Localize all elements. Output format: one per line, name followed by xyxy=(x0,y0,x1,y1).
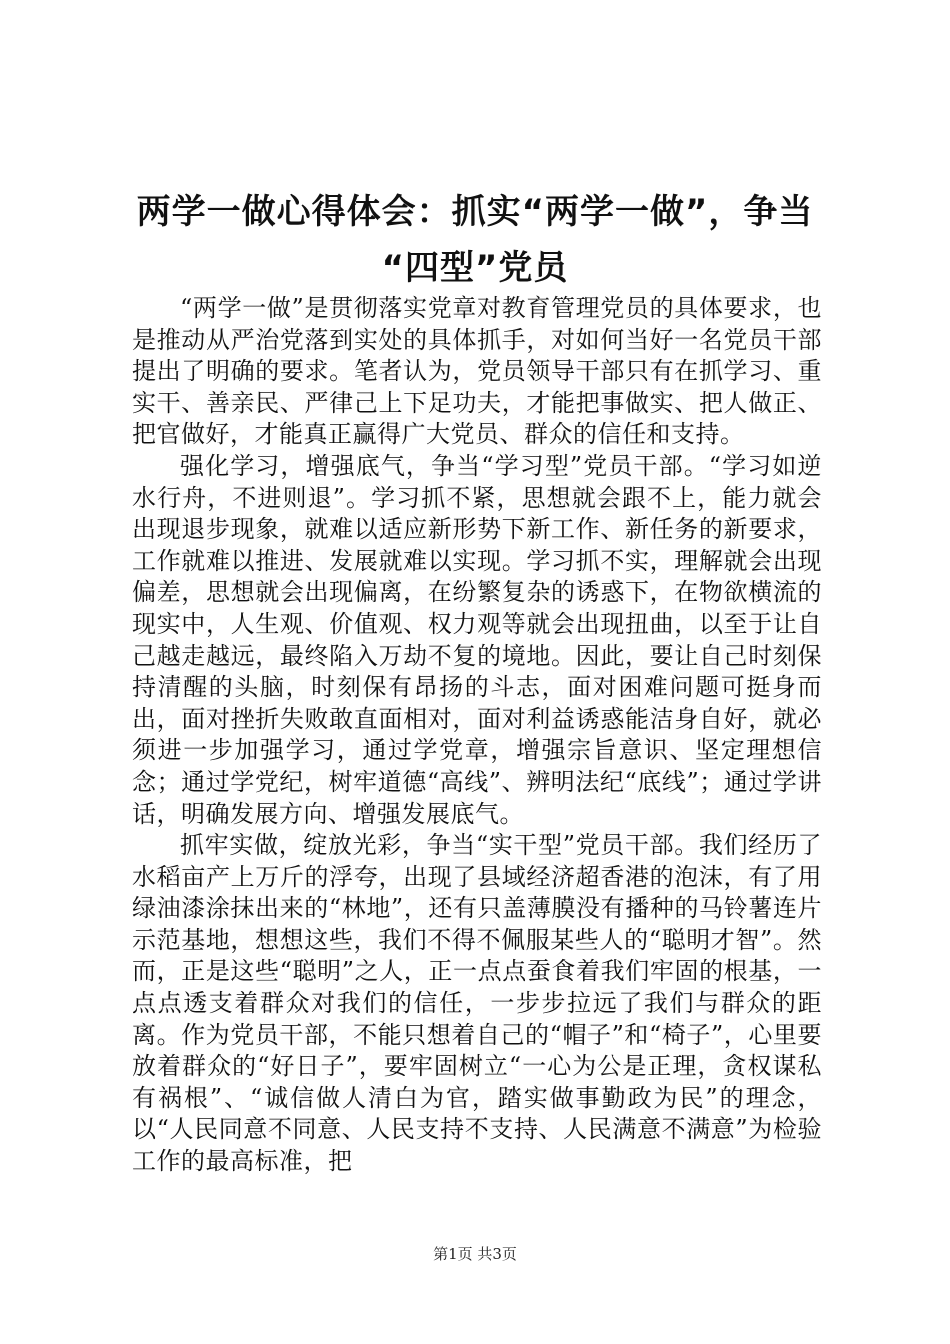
page-footer: 第1页 共3页 xyxy=(433,1245,517,1263)
document-title-line-1: 两学一做心得体会：抓实“两学一做”，争当 xyxy=(136,192,814,232)
document-title-line-2: “四型”党员 xyxy=(381,248,569,288)
paragraph-intro: “两学一做”是贯彻落实党章对教育管理党员的具体要求，也是推动从严治党落到实处的具体抓手，对如何当好一名党员干部提出了明确的要求。笔者认为，党员领导干部只有在抓学习、重实干、善亲民、严律己上下足功夫，才能把事做实、把人做正、把官做好，才能真正赢得广大党员、群众的信任和支持。 xyxy=(132,294,822,449)
document-body xyxy=(132,293,822,1178)
paragraph-practice: 抓牢实做，绽放光彩，争当“实干型”党员干部。我们经历了水稻亩产上万斤的浮夸，出现了县域经济超香港的泡沫，有了用绿油漆涂抹出来的“林地”，还有只盖薄膜没有播种的马铃薯连片示范基地，想想这些，我们不得不佩服某些人的“聪明才智”。然而，正是这些“聪明”之人，正一点点蚕食着我们牢固的根基，一点点透支着群众对我们的信任，一步步拉远了我们与群众的距离。作为党员干部，不能只想着自己的“帽子”和“椅子”，心里要放着群众的“好日子”，要牢固树立“一心为公是正理，贪权谋私有祸根”、“诚信做人清白为官，踏实做事勤政为民”的理念，以“人民同意不同意、人民支持不支持、人民满意不满意”为检验工作的最高标准，把 xyxy=(132,831,822,1176)
paragraph-study: 强化学习，增强底气，争当“学习型”党员干部。“学习如逆水行舟，不进则退”。学习抓不紧，思想就会跟不上，能力就会出现退步现象，就难以适应新形势下新工作、新任务的新要求，工作就难以推进、发展就难以实现。学习抓不实，理解就会出现偏差，思想就会出现偏离，在纷繁复杂的诱惑下，在物欲横流的现实中，人生观、价值观、权力观等就会出现扭曲，以至于让自己越走越远，最终陷入万劫不复的境地。因此，要让自己时刻保持清醒的头脑，时刻保有昂扬的斗志，面对困难问题可挺身而出，面对挫折失败敢直面相对，面对利益诱惑能洁身自好，就必须进一步加强学习，通过学党章，增强宗旨意识、坚定理想信念；通过学党纪，树牢道德“高线”、辨明法纪“底线”；通过学讲话，明确发展方向、增强发展底气。 xyxy=(132,451,822,828)
